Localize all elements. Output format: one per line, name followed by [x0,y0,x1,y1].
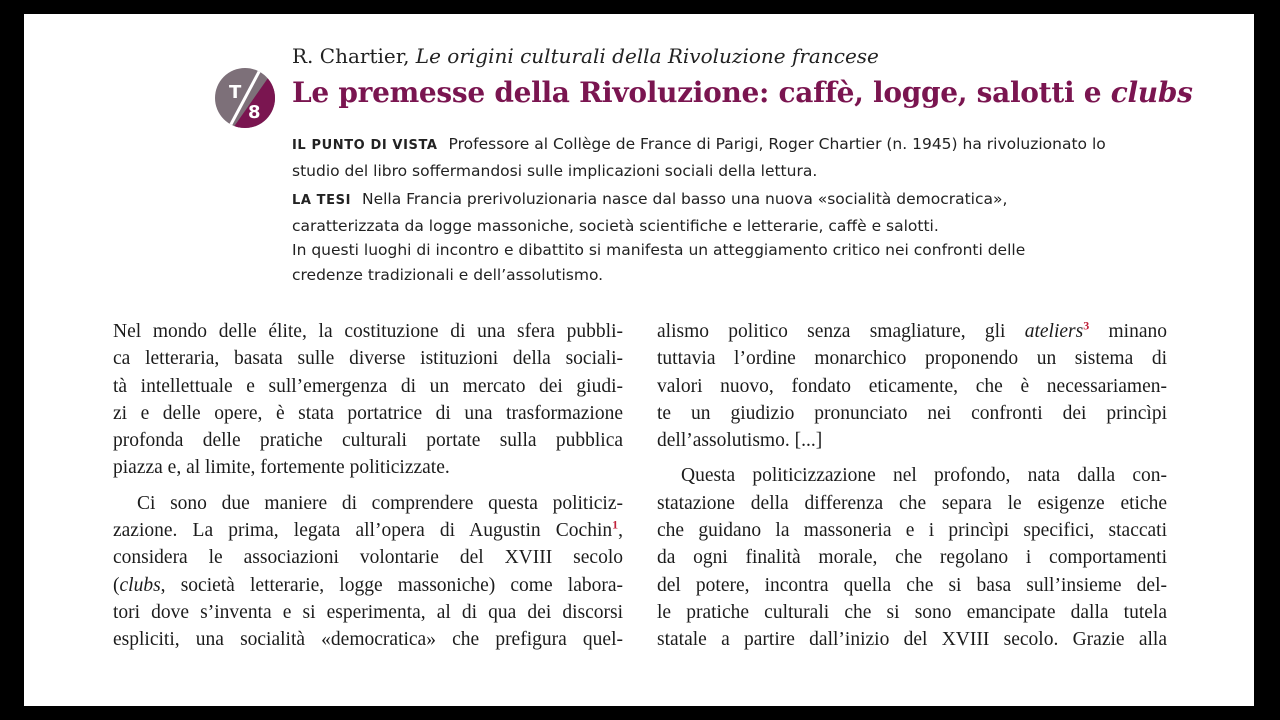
page-title [292,76,1193,109]
la-tesi [292,187,1172,287]
paragraph-line [113,572,623,599]
paragraph-line: profonda delle pratiche culturali portate sulla pubblica [113,430,623,452]
paragraph-line: statale a partire dall’inizio del XVIII secolo. Grazie alla [657,629,1167,651]
paragraph-line: zi e delle opere, è stata portatrice di una trasformazione [113,402,623,424]
badge-letter: T [229,82,242,103]
punto-text-2: studio del libro soffermandosi sulle implicazioni sociali della lettura. [292,161,818,180]
paragraph-line: te un giudizio pronunciato nei confronti dei princìpi [657,402,1167,424]
paragraph-line: Ci sono due maniere di comprendere questa politiciz- [137,492,623,514]
line-text: zazione. La prima, legata all’opera di Augustin Cochin [113,520,613,542]
footnote-marker[interactable]: 3 [1083,318,1090,333]
right-column [657,318,1167,654]
paragraph-line: statazione della differenza che separa le esigenze etiche [657,492,1167,514]
punto-text-1: Professore al Collège de France di Parigi, Roger Chartier (n. 1945) ha rivoluzionato lo [448,135,1106,153]
italic-word: ateliers [1024,321,1084,342]
paragraph-line: valori nuovo, fondato eticamente, che è necessariamen- [657,375,1167,397]
paragraph-line: del potere, incontra quella che si basa sull’insieme del- [657,574,1167,596]
paragraph-line: dell’assolutismo. [...] [657,430,823,452]
line-text: alismo politico senza smagliature, gli [657,321,1006,342]
footnote-marker[interactable]: 1 [612,517,619,532]
tesi-text-2: caratterizzata da logge massoniche, società scientifiche e letterarie, caffè e salotti. [292,216,939,235]
tesi-text-1: Nella Francia prerivoluzionaria nasce dal basso una nuova «socialità democratica», [361,190,1008,208]
left-column [113,318,623,654]
paragraph-line: tà intellettuale e sull’emergenza di un mercato dei giudi- [113,375,623,397]
tesi-label: LA TESI [292,193,352,208]
line-text: ( [113,574,120,596]
paragraph-line: da ogni finalità morale, che regolano i comportamenti [657,547,1167,569]
source-citation [292,44,879,68]
book-title: Le origini culturali della Rivoluzione francese [415,44,879,68]
paragraph-line: che guidano la massoneria e i princìpi specifici, staccati [657,520,1167,542]
paragraph-line: Questa politicizzazione nel profondo, nata dalla con- [681,465,1167,487]
document-page [24,14,1254,706]
italic-word: clubs [119,574,161,596]
paragraph-line: considera le associazioni volontarie del XVIII secolo [113,547,623,569]
chapter-badge-icon [215,68,275,128]
punto-di-vista [292,132,1172,183]
tesi-text-4: credenze tradizionali e dell’assolutismo. [292,265,604,284]
paragraph-line [657,318,1167,345]
tesi-text-3: In questi luoghi di incontro e dibattito si manifesta un atteggiamento critico nei confronti delle [292,241,1026,259]
paragraph-line: tuttavia l’ordine monarchico proponendo un sistema di [657,348,1167,370]
punto-label: IL PUNTO DI VISTA [292,138,438,153]
title-emphasis: clubs [1110,76,1193,109]
badge-number: 8 [248,102,261,123]
paragraph-line: ca letteraria, basata sulle diverse istituzioni della sociali- [113,348,623,370]
paragraph-line: tori dove s’inventa e si esperimenta, al di qua dei discorsi [113,601,623,623]
line-text: minano [1108,321,1167,342]
paragraph-line: espliciti, una socialità «democratica» che prefigura quel- [113,629,623,651]
paragraph-line: Nel mondo delle élite, la costituzione di una sfera pubbli- [113,321,623,342]
title-main: Le premesse della Rivoluzione: caffè, logge, salotti e [292,76,1102,109]
paragraph-line: le pratiche culturali che si sono emancipate dalla tutela [657,601,1167,623]
author-name: R. Chartier, [292,44,410,68]
paragraph-line: zazione. La prima, legata all’opera di Augustin Cochin$^1$, [113,517,623,542]
paragraph-line: piazza e, al limite, fortemente politicizzate. [113,457,450,479]
line-text: , società letterarie, logge massoniche) come labora- [160,574,623,596]
